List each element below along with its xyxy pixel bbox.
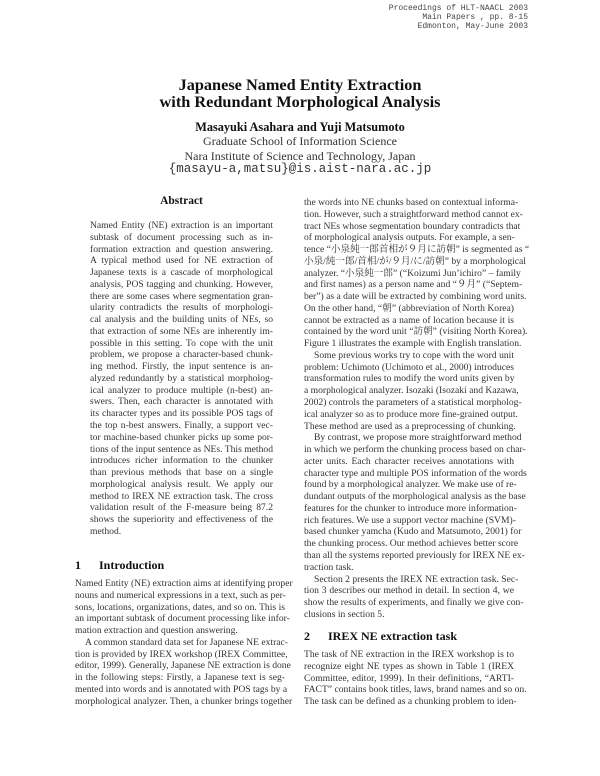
paragraph	[90, 220, 273, 538]
header-line: Main Papers , pp. 8-15	[422, 13, 528, 22]
text-line: there are some cases where segmentation gran-	[90, 290, 273, 302]
text-line: formation extraction and question answering.	[90, 243, 273, 255]
text-line: of morphological analysis outputs. For example, a sen-	[304, 232, 515, 244]
text-line: in the following steps: Firstly, a Japanese text is seg-	[75, 672, 285, 684]
text-line: tions of the input sentence as NEs. This method	[90, 443, 273, 455]
text-line: the top n-best answers. Finally, a support vec-	[90, 420, 273, 432]
text-line: mented into words and is annotated with POS tags by a	[75, 683, 288, 695]
text-line: the chunking process. Our method achieves better score	[304, 538, 519, 550]
paragraph	[304, 573, 524, 621]
text-line: tract NEs whose segmentation boundary contradicts that	[304, 220, 521, 232]
text-line: nouns and numerical expressions in a text, such as per-	[75, 589, 286, 601]
text-line: problem, we propose a character-based chunk-	[90, 349, 273, 361]
text-line: Named Entity (NE) extraction aims at identifying proper	[75, 578, 293, 589]
text-line: transformation rules to modify the word units given by	[304, 373, 515, 385]
abstract-body	[90, 220, 273, 538]
text-line: than all the systems reported previously for IREX NE ex-	[304, 549, 525, 561]
text-line: Section 2 presents the IREX NE extraction task. Sec-	[314, 573, 519, 585]
affiliation-school: Graduate School of Information Science	[203, 134, 397, 148]
text-line: On the other hand, “朝” (abbreviation of North Korea)	[304, 302, 514, 314]
text-line: based chunker yamcha (Kudo and Matsumoto, 2001) for	[304, 526, 522, 538]
text-line: cannot be extracted as a name of location because it is	[304, 314, 514, 326]
text-line: tion 3 describes our method in detail. In section 4, we	[304, 585, 514, 597]
text-line: Committee, editor, 1999). In their definitions, “ARTI-	[304, 672, 514, 684]
text-line: By contrast, we propose more straightforward method	[314, 432, 522, 444]
text-line: in which we perform the chunking process based on char-	[304, 444, 526, 456]
text-line: cal analysis and the building units of NEs, so	[90, 314, 273, 326]
title-line-2: with Redundant Morphological Analysis	[159, 92, 441, 111]
author-email: {masayu-a,matsu}@is.aist-nara.ac.jp	[168, 162, 432, 176]
text-line: and first names) as a person name and “９月” (“Septem-	[304, 279, 523, 291]
text-line: introduces richer information to the chunker	[90, 455, 273, 467]
text-line: Japanese texts is a cascade of morphological	[90, 267, 273, 279]
text-line: clusions in section 5.	[304, 608, 385, 620]
text-line: morphological analyzer. Then, a chunker brings together	[75, 695, 293, 707]
text-line: possible in this setting. To cope with the unit	[90, 337, 273, 349]
text-line: than previous methods that base on a single	[90, 467, 273, 479]
text-line: found by a morphological analyzer. We make use of re-	[304, 479, 517, 491]
paragraph	[304, 432, 527, 573]
section-2-body	[304, 649, 527, 708]
text-line: contained by the word unit “訪朝” (visiting North Korea).	[304, 326, 528, 338]
section-number: 2	[304, 629, 310, 643]
text-line: Some previous works try to cope with the word unit	[314, 349, 514, 361]
text-line: rich features. We use a support vector machine (SVM)-	[304, 514, 516, 526]
section-1-heading	[75, 558, 164, 573]
text-line: morphological analysis result. We apply our	[90, 478, 273, 490]
introduction-body	[75, 578, 293, 707]
text-line: ical analyzer to produce multiple (n-best) an-	[90, 384, 273, 396]
text-line: traction task.	[304, 561, 354, 573]
text-line: Named Entity (NE) extraction is an important	[90, 220, 273, 231]
text-line: sons, locations, organizations, dates, and so on. This is	[75, 601, 285, 613]
paragraph	[304, 649, 527, 708]
text-line: 2002) controls the parameters of a statistical morpholog-	[304, 397, 522, 409]
text-line: that extraction of some NEs are inherently im-	[90, 325, 273, 337]
text-line: alyzed redundantly by a statistical morpholog-	[90, 372, 273, 384]
text-line: recognize eight NE types as shown in Table 1 (IREX	[304, 660, 514, 672]
paragraph	[304, 349, 522, 432]
proceedings-header	[389, 4, 528, 31]
section-number: 1	[75, 558, 81, 572]
text-line: show the results of experiments, and finally we give con-	[304, 597, 524, 609]
text-line: problem: Uchimoto (Uchimoto et al., 2000) introduces	[304, 361, 514, 373]
affiliation-institute: Nara Institute of Science and Technology, Japan	[184, 149, 416, 163]
paper-title	[0, 76, 600, 110]
text-line: analyzer. “小泉純一郎” (“Koizumi Jun’ichiro” – family	[304, 267, 521, 279]
text-line: tion. However, such a straightforward method cannot ex-	[304, 208, 523, 220]
text-line: an important subtask of document processing like infor-	[75, 613, 290, 625]
text-line: subtask of document processing such as in-	[90, 231, 273, 243]
text-line: The task can be defined as a chunking problem to iden-	[304, 696, 517, 708]
paragraph	[304, 197, 530, 350]
text-line: method.	[90, 525, 122, 537]
right-column-body	[304, 197, 530, 621]
text-line: Figure 1 illustrates the example with English translation.	[304, 338, 522, 350]
paragraph	[75, 636, 293, 708]
header-line: Edmonton, May-June 2003	[417, 22, 528, 31]
text-line: ularity contradicts the results of morphologi-	[90, 302, 273, 314]
abstract-heading: Abstract	[160, 195, 203, 207]
text-line: swers. Then, each character is annotated with	[90, 396, 273, 408]
text-line: tence “小泉純一郎首相が９月に訪朝” is segmented as “	[304, 244, 530, 256]
text-line: ing method. Firstly, the input sentence is an-	[90, 361, 273, 373]
title-line-1: Japanese Named Entity Extraction	[178, 75, 422, 94]
text-line: tion is provided by IREX workshop (IREX Committee,	[75, 648, 288, 660]
text-line: method to IREX NE extraction task. The cross	[90, 490, 273, 502]
text-line: dundant outputs of the morphological analysis as the base	[304, 491, 526, 503]
text-line: its character types and its possible POS tags of	[90, 408, 273, 420]
text-line: A typical method used for NE extraction of	[90, 255, 273, 267]
paragraph	[75, 578, 293, 637]
text-line: The task of NE extraction in the IREX workshop is to	[304, 649, 514, 660]
text-line: ical analyzer so as to produce more fine-grained output.	[304, 408, 518, 420]
section-title: IREX NE extraction task	[328, 629, 457, 643]
text-line: shows the superiority and effectiveness of the	[90, 514, 273, 526]
header-line: Proceedings of HLT-NAACL 2003	[388, 4, 528, 13]
text-line: a morphological analyzer. Isozaki (Isozaki and Kazawa,	[304, 385, 519, 397]
text-line: These method are used as a preprocessing of chunking.	[304, 420, 516, 432]
text-line: validation result of the F-measure being 87.2	[90, 502, 273, 514]
text-line: mation extraction and question answering.	[75, 625, 238, 637]
text-line: editor, 1999). Generally, Japanese NE extraction is done	[75, 660, 291, 672]
authors: Masayuki Asahara and Yuji Matsumoto	[195, 120, 405, 134]
text-line: tor machine-based chunker picks up some por-	[90, 431, 273, 443]
text-line: ber”) as a date will be extracted by combining word units.	[304, 291, 527, 303]
section-title: Introduction	[99, 558, 165, 572]
text-line: features for the chunker to introduce more information-	[304, 502, 517, 514]
text-line: FACT” contains book titles, laws, brand names and so on.	[304, 684, 527, 696]
text-line: A common standard data set for Japanese NE extrac-	[85, 636, 288, 648]
section-2-heading	[304, 629, 457, 644]
text-line: 小泉/純一郎/首相/が/９月/に/訪朝” by a morphological	[304, 255, 526, 267]
text-line: the words into NE chunks based on contextual informa-	[304, 197, 519, 208]
text-line: character type and multiple POS information of the words	[304, 467, 527, 479]
text-line: analysis, POS tagging and chunking. However,	[90, 278, 273, 290]
text-line: acter units. Each character receives annotations with	[304, 455, 514, 467]
